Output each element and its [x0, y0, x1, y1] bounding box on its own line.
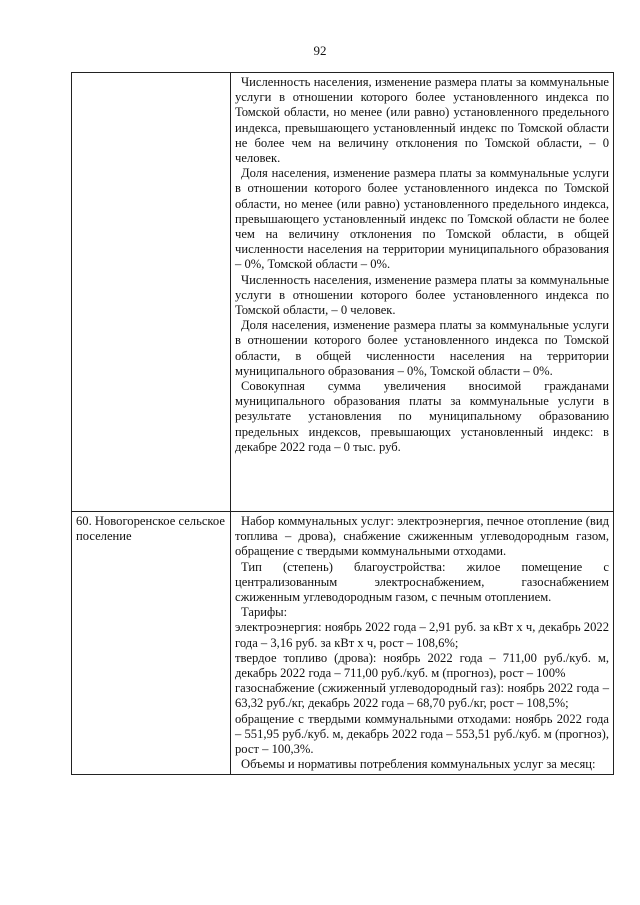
paragraph: обращение с твердыми коммунальными отходами: ноябрь 2022 года – 551,95 руб./куб. м, декабрь 2022 года – 553,51 руб./куб. м (прогноз), рост – 100,3%. [235, 711, 609, 757]
description-cell [231, 73, 614, 512]
paragraph: Набор коммунальных услуг: электроэнергия, печное отопление (вид топлива – дрова), снабжение сжиженным углеводородным газом, обращение с твердыми коммунальными отходами. [235, 514, 609, 559]
paragraph: Совокупная сумма увеличения вносимой гражданами муниципального образования платы за коммунальные услуги в результате установления по муниципальному образованию предельных индексов, превышающих установленный индекс: в декабре 2022 года – 0 тыс. руб. [235, 379, 609, 454]
paragraph: Доля населения, изменение размера платы за коммунальные услуги в отношении которого более установленного индекса по Томской области, в общей численности населения на территории муниципального образования – 0%, Томской области – 0%. [235, 318, 609, 378]
municipality-name-cell [72, 73, 231, 512]
paragraph: газоснабжение (сжиженный углеводородный газ): ноябрь 2022 года – 63,32 руб./кг, декабрь 2022 года – 68,70 руб./кг, рост – 108,5%; [235, 681, 609, 711]
paragraph: электроэнергия: ноябрь 2022 года – 2,91 руб. за кВт х ч, декабрь 2022 года – 3,16 руб. за кВт х ч, рост – 108,6%; [235, 620, 609, 650]
paragraph: Численность населения, изменение размера платы за коммунальные услуги в отношении которого более установленного индекса по Томской области, – 0 человек. [235, 272, 609, 318]
municipality-name-cell: 60. Новогоренское сельское поселение [72, 512, 231, 775]
page-number: 92 [313, 43, 327, 58]
description-cell [231, 512, 614, 775]
paragraph: Объемы и нормативы потребления коммунальных услуг за месяц: [241, 757, 596, 772]
paragraph: Тарифы: [241, 605, 288, 620]
municipality-table [71, 72, 614, 775]
table-row [72, 73, 614, 512]
paragraph: Тип (степень) благоустройства: жилое помещение с централизованным электроснабжением, газоснабжением сжиженным углеводородным газом, с печным отоплением. [235, 559, 609, 605]
paragraph: твердое топливо (дрова): ноябрь 2022 года – 711,00 руб./куб. м, декабрь 2022 года – 711,00 руб./куб. м (прогноз), рост – 100% [235, 650, 609, 681]
paragraph: Доля населения, изменение размера платы за коммунальные услуги в отношении которого более установленного индекса по Томской области, но менее (или равно) установленного предельного индекса, превышающего установленный индекс по Томской области не более чем на величину отклонения по Томской области, в общей численности населения на территории муниципального образования – 0%, Томской области – 0%. [235, 166, 609, 272]
paragraph: Численность населения, изменение размера платы за коммунальные услуги в отношении которого более установленного индекса по Томской области, но менее (или равно) установленного предельного индекса, превышающего установленный индекс по Томской области не более чем на величину отклонения по Томской области, – 0 человек. [235, 75, 609, 166]
table-row [72, 512, 614, 775]
